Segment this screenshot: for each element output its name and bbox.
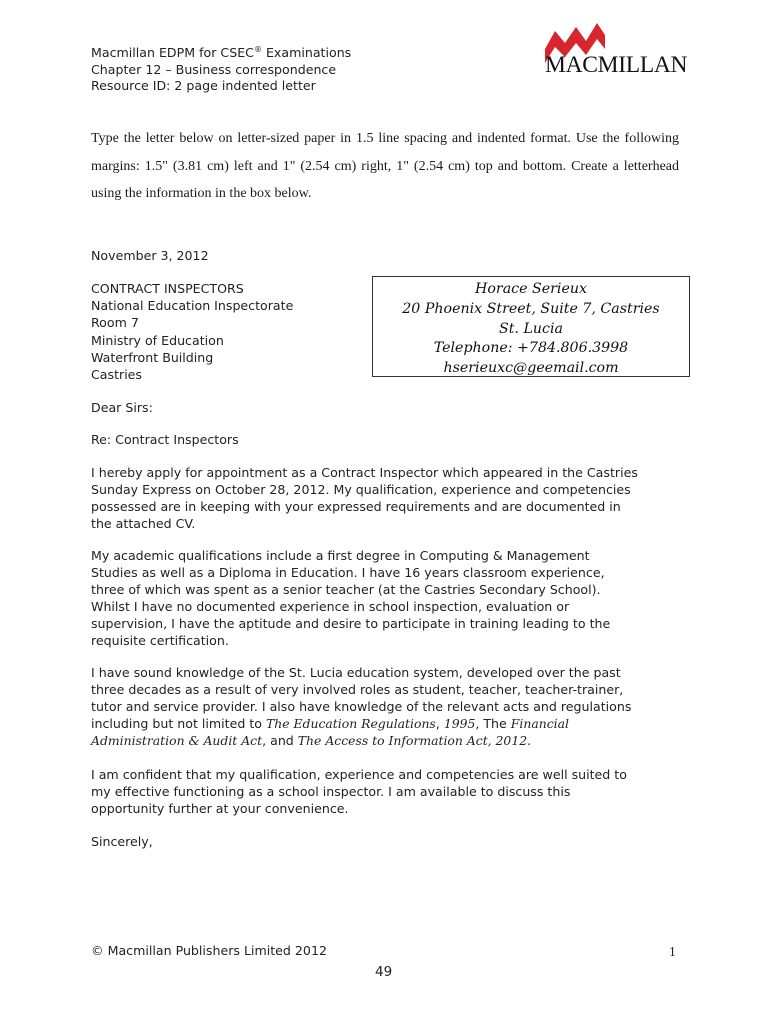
- instructions-paragraph: Type the letter below on letter-sized paper in 1.5 line spacing and indented format. Use the following margins: 1.5" (3.81 cm) left and 1" (2.54 cm) right, 1" (2.54 cm) top and bottom. Create a letterhead using the information in the box below.: [91, 131, 679, 202]
- paragraph-line: Studies as well as a Diploma in Education. I have 16 years classroom experience,: [91, 565, 605, 581]
- paragraph-line: Sunday Express on October 28, 2012. My qualification, experience and competencies: [91, 482, 631, 498]
- letterhead-street: 20 Phoenix Street, Suite 7, Castries: [402, 300, 660, 317]
- paragraph-line: three decades as a result of very involved roles as student, teacher, teacher-trainer,: [91, 682, 624, 698]
- footer-copyright: © Macmillan Publishers Limited 2012: [91, 943, 327, 958]
- paragraph-line: opportunity further at your convenience.: [91, 801, 349, 817]
- paragraph-line: Whilst I have no documented experience in school inspection, evaluation or: [91, 599, 570, 615]
- paragraph-line: I have sound knowledge of the St. Lucia education system, developed over the past: [91, 665, 621, 680]
- address-line: CONTRACT INSPECTORS: [91, 281, 244, 296]
- paragraph-line: the attached CV.: [91, 516, 196, 532]
- body-paragraph-2: [91, 547, 681, 650]
- act-title-end: Administration & Audit Act: [91, 733, 263, 749]
- paragraph-line: including but not limited to The Education Regulations, 1995, The Financial: [91, 716, 569, 732]
- regulation-title: The Education Regulations: [266, 716, 436, 732]
- letterhead-name: Horace Serieux: [475, 281, 587, 297]
- letterhead-info-box: [372, 276, 690, 377]
- salutation: Dear Sirs:: [91, 400, 153, 415]
- page-number: 49: [375, 964, 393, 980]
- footer-page-marker: 1: [669, 944, 676, 959]
- paragraph-line: supervision, I have the aptitude and desire to participate in training leading to the: [91, 616, 611, 632]
- body-paragraph-3: [91, 664, 681, 749]
- address-line: Ministry of Education: [91, 332, 224, 348]
- body-paragraph-4: [91, 766, 681, 817]
- paragraph-line: three of which was spent as a senior teacher (at the Castries Secondary School).: [91, 582, 601, 598]
- paragraph-line: Administration & Audit Act, and The Access to Information Act, 2012.: [91, 733, 532, 749]
- document-header: [91, 45, 351, 95]
- letter-date: November 3, 2012: [91, 248, 209, 263]
- access-act-title: The Access to Information Act, 2012: [297, 733, 528, 749]
- body-paragraph-1: [91, 464, 681, 532]
- letterhead-telephone: Telephone: +784.806.3998: [433, 340, 629, 357]
- header-line-1: Macmillan EDPM for CSEC® Examinations: [91, 44, 352, 60]
- paragraph-line: tutor and service provider. I also have knowledge of the relevant acts and regulations: [91, 699, 632, 715]
- act-title-start: Financial: [510, 716, 569, 732]
- address-line: Castries: [91, 366, 142, 382]
- letterhead-country: St. Lucia: [499, 320, 563, 337]
- logo-wordmark: MACMILLAN: [545, 52, 688, 78]
- address-line: National Education Inspectorate: [91, 298, 294, 314]
- address-line: Waterfront Building: [91, 349, 214, 365]
- address-line: Room 7: [91, 315, 139, 331]
- paragraph-line: I am confident that my qualification, experience and competencies are well suited to: [91, 767, 627, 782]
- header-line-3: Resource ID: 2 page indented letter: [91, 78, 316, 93]
- paragraph-line: my effective functioning as a school inspector. I am available to discuss this: [91, 784, 571, 800]
- paragraph-line: I hereby apply for appointment as a Contract Inspector which appeared in the Castries: [91, 465, 638, 480]
- regulation-year: 1995: [443, 716, 476, 732]
- subject-line: Re: Contract Inspectors: [91, 432, 239, 447]
- complimentary-close: Sincerely,: [91, 834, 153, 849]
- inside-address: [91, 280, 293, 383]
- paragraph-line: My academic qualifications include a first degree in Computing & Management: [91, 548, 590, 563]
- header-line-2: Chapter 12 – Business correspondence: [91, 61, 337, 77]
- paragraph-line: possessed are in keeping with your expressed requirements and are documented in: [91, 499, 621, 515]
- paragraph-line: requisite certification.: [91, 633, 229, 649]
- letterhead-email: hserieuxc@geemail.com: [443, 360, 619, 377]
